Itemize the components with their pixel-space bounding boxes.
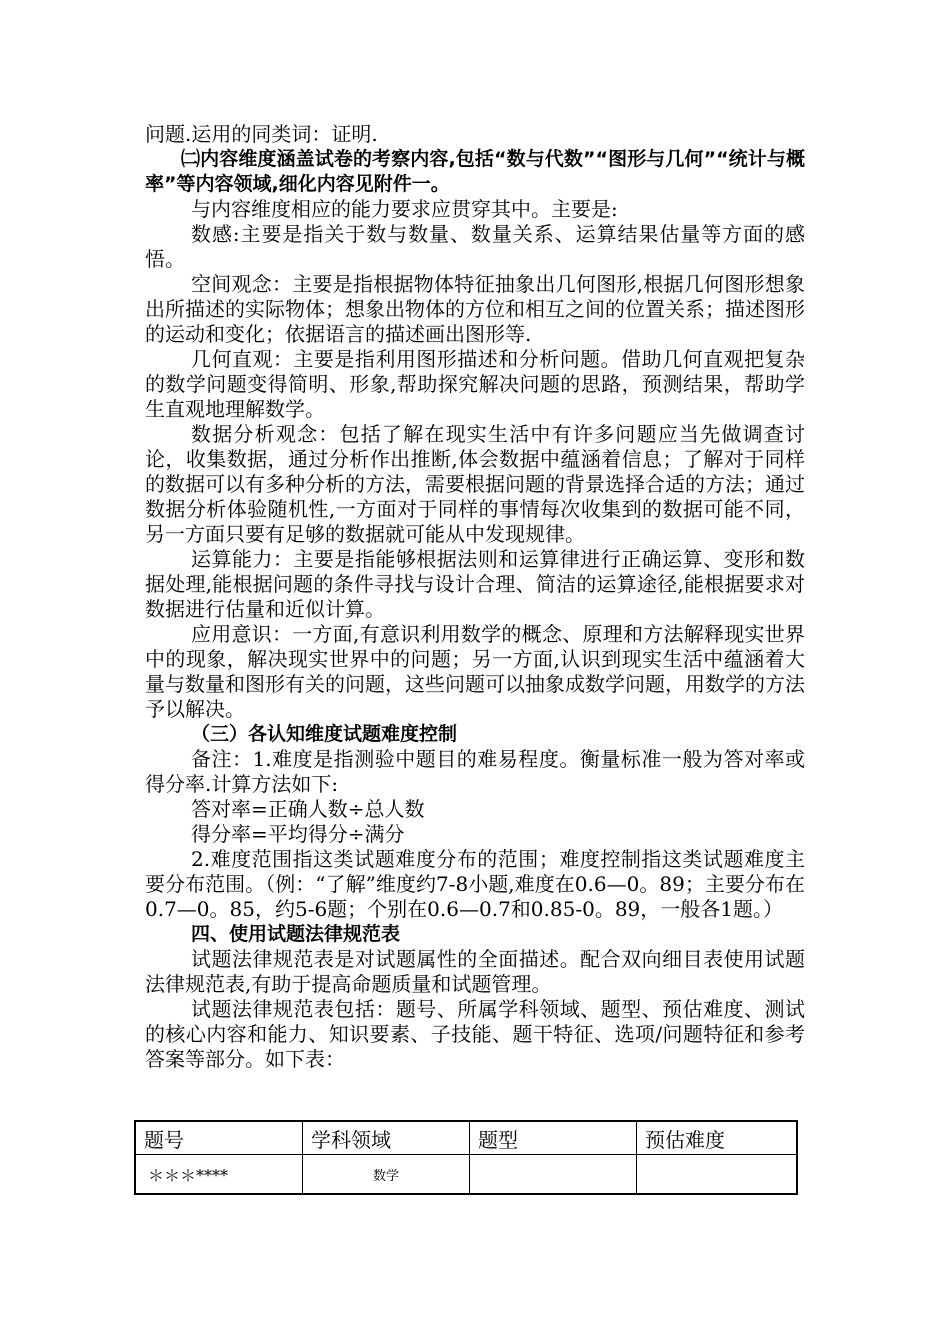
paragraph: 数据分析观念：包括了解在现实生活中有许多问题应当先做调查讨论，收集数据，通过分析作出推断,体会数据中蕴涵着信息；了解对于同样的数据可以有多种分析的方法，需要根据问题的背景选择合适的方法；通过数据分析体验随机性,一方面对于同样的事情每次收集到的数据可能不同，另一方面只要有足够的数据就可能从中发现规律。 xyxy=(145,422,805,546)
paragraph: 与内容维度相应的能力要求应贯穿其中。主要是: xyxy=(191,197,618,221)
formula-line: 答对率=正确人数÷总人数 xyxy=(191,797,425,821)
table-header: 预估难度 xyxy=(637,1121,798,1155)
paragraph: 2.难度范围指这类试题难度分布的范围；难度控制指这类试题难度主要分布范围。（例：“了解”维度约7-8小题,难度在0.6—0。89；主要分布在0.7—0。85，约5-6题；个别在0.6—0.7和0.85-0。89，一般各1题。） xyxy=(145,847,805,921)
paragraph: 几何直观：主要是指利用图形描述和分析问题。借助几何直观把复杂的数学问题变得简明、形象,帮助探究解决问题的思路，预测结果，帮助学生直观地理解数学。 xyxy=(145,347,805,421)
paragraph: 数感:主要是指关于数与数量、数量关系、运算结果估量等方面的感悟。 xyxy=(145,222,805,271)
section-heading: ㈡内容维度涵盖试卷的考察内容,包括“数与代数”“图形与几何”“统计与概率”等内容领域,细化内容见附件一。 xyxy=(145,148,805,195)
paragraph: 空间观念：主要是指根据物体特征抽象出几何图形,根据几何图形想象出所描述的实际物体；想象出物体的方位和相互之间的位置关系；描述图形的运动和变化；依据语言的描述画出图形等. xyxy=(145,272,805,346)
table-cell: ＊＊＊**** xyxy=(135,1155,303,1195)
table-cell xyxy=(637,1155,798,1195)
table-row xyxy=(135,1155,797,1195)
table-header: 题型 xyxy=(470,1121,637,1155)
paragraph: 问题.运用的同类词：证明. xyxy=(145,122,378,146)
table-cell: 数学 xyxy=(303,1155,470,1195)
formula-line: 得分率=平均得分÷满分 xyxy=(191,822,405,846)
paragraph: 试题法律规范表是对试题属性的全面描述。配合双向细目表使用试题法律规范表,有助于提高命题质量和试题管理。 xyxy=(145,947,805,996)
table-header: 题号 xyxy=(135,1121,303,1155)
document-body xyxy=(145,122,805,1072)
table-cell xyxy=(470,1155,637,1195)
table-header: 学科领域 xyxy=(303,1121,470,1155)
section-heading: （三）各认知维度试题难度控制 xyxy=(191,723,458,745)
section-heading: 四、使用试题法律规范表 xyxy=(191,923,401,945)
paragraph: 运算能力：主要是指能够根据法则和运算律进行正确运算、变形和数据处理,能根据问题的条件寻找与设计合理、简洁的运算途径,能根据要求对数据进行估量和近似计算。 xyxy=(145,547,805,621)
paragraph: 试题法律规范表包括：题号、所属学科领域、题型、预估难度、测试的核心内容和能力、知识要素、子技能、题干特征、选项/问题特征和参考答案等部分。如下表： xyxy=(145,997,805,1071)
spec-table xyxy=(134,1120,798,1195)
paragraph: 备注：1.难度是指测验中题目的难易程度。衡量标准一般为答对率或得分率.计算方法如下: xyxy=(145,747,805,796)
paragraph: 应用意识：一方面,有意识利用数学的概念、原理和方法解释现实世界中的现象，解决现实世界中的问题；另一方面,认识到现实生活中蕴涵着大量与数量和图形有关的问题，这些问题可以抽象成数学问题，用数学的方法予以解决。 xyxy=(145,622,805,721)
table-header-row xyxy=(135,1121,797,1155)
